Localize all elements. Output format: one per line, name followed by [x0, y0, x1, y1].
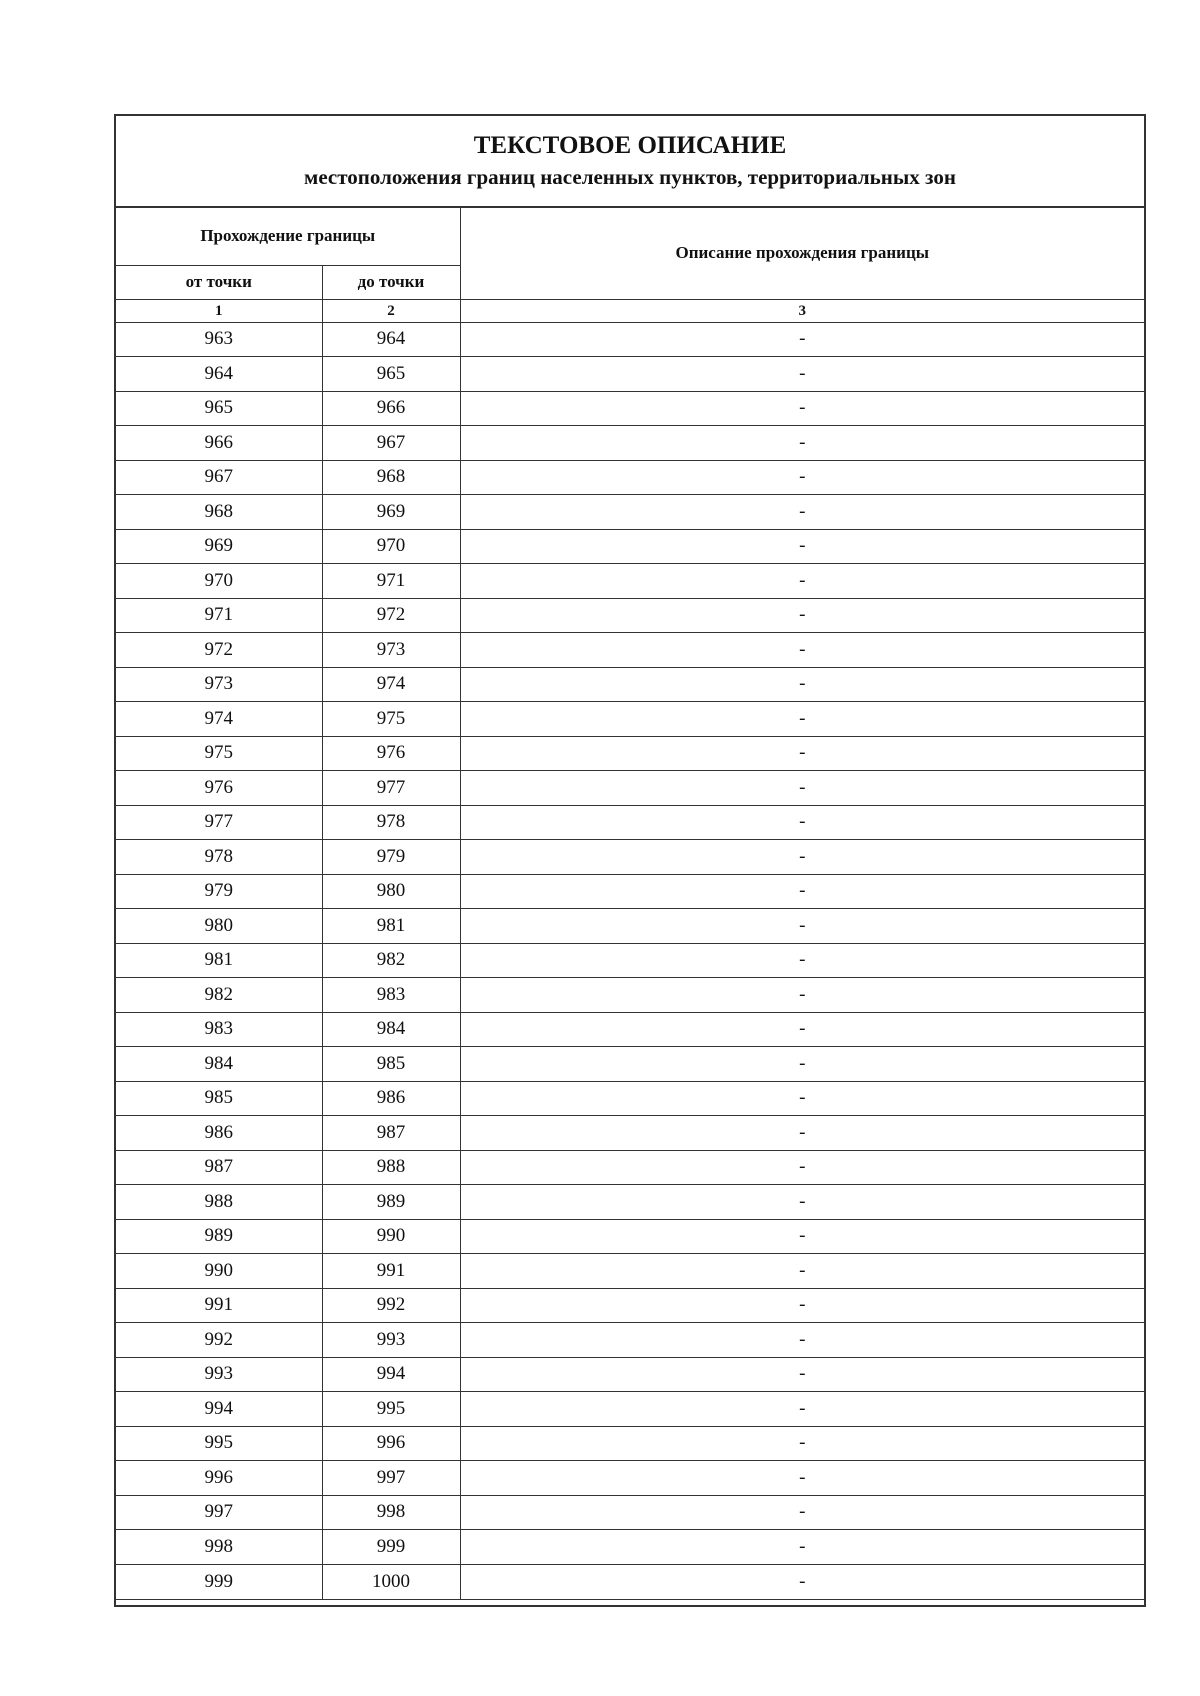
cell-from: 995 — [116, 1426, 322, 1461]
cell-description: - — [460, 1116, 1144, 1151]
cell-from: 988 — [116, 1185, 322, 1220]
cell-to: 981 — [322, 909, 460, 944]
table-row — [116, 598, 1144, 633]
cell-description: - — [460, 805, 1144, 840]
cell-description: - — [460, 322, 1144, 357]
cell-to: 985 — [322, 1047, 460, 1082]
cell-to: 971 — [322, 564, 460, 599]
cell-description: - — [460, 1426, 1144, 1461]
boundary-table — [116, 208, 1144, 1599]
cell-to: 976 — [322, 736, 460, 771]
cell-to: 984 — [322, 1012, 460, 1047]
cell-from: 985 — [116, 1081, 322, 1116]
table-row — [116, 702, 1144, 737]
cell-from: 982 — [116, 978, 322, 1013]
cell-to: 994 — [322, 1357, 460, 1392]
cell-to: 975 — [322, 702, 460, 737]
table-row — [116, 1254, 1144, 1289]
table-row — [116, 426, 1144, 461]
cell-from: 996 — [116, 1461, 322, 1496]
cell-from: 966 — [116, 426, 322, 461]
cell-from: 991 — [116, 1288, 322, 1323]
cell-description: - — [460, 1047, 1144, 1082]
table-row — [116, 736, 1144, 771]
column-number-3: 3 — [460, 299, 1144, 322]
cell-from: 969 — [116, 529, 322, 564]
cell-from: 967 — [116, 460, 322, 495]
table-row — [116, 978, 1144, 1013]
table-row — [116, 322, 1144, 357]
cell-from: 963 — [116, 322, 322, 357]
cell-description: - — [460, 736, 1144, 771]
cell-from: 977 — [116, 805, 322, 840]
cell-from: 972 — [116, 633, 322, 668]
cell-from: 970 — [116, 564, 322, 599]
cell-from: 998 — [116, 1530, 322, 1565]
table-row — [116, 357, 1144, 392]
cell-from: 990 — [116, 1254, 322, 1289]
table-row — [116, 1150, 1144, 1185]
cell-to: 980 — [322, 874, 460, 909]
table-bottom-rule — [116, 1599, 1144, 1605]
cell-to: 965 — [322, 357, 460, 392]
table-row — [116, 1116, 1144, 1151]
table-row — [116, 1530, 1144, 1565]
cell-from: 989 — [116, 1219, 322, 1254]
cell-to: 983 — [322, 978, 460, 1013]
cell-to: 987 — [322, 1116, 460, 1151]
cell-description: - — [460, 1392, 1144, 1427]
document-title-block — [116, 116, 1144, 208]
document-subtitle: местоположения границ населенных пунктов, территориальных зон — [304, 165, 956, 189]
cell-from: 980 — [116, 909, 322, 944]
table-row — [116, 1461, 1144, 1496]
cell-to: 991 — [322, 1254, 460, 1289]
cell-to: 979 — [322, 840, 460, 875]
cell-description: - — [460, 667, 1144, 702]
column-number-2: 2 — [322, 299, 460, 322]
cell-description: - — [460, 1012, 1144, 1047]
cell-to: 978 — [322, 805, 460, 840]
table-row — [116, 1323, 1144, 1358]
cell-from: 965 — [116, 391, 322, 426]
table-row — [116, 909, 1144, 944]
cell-from: 964 — [116, 357, 322, 392]
cell-description: - — [460, 978, 1144, 1013]
cell-from: 974 — [116, 702, 322, 737]
cell-description: - — [460, 1495, 1144, 1530]
cell-from: 984 — [116, 1047, 322, 1082]
cell-description: - — [460, 1461, 1144, 1496]
cell-to: 988 — [322, 1150, 460, 1185]
table-row — [116, 1288, 1144, 1323]
table-row — [116, 1357, 1144, 1392]
table-row — [116, 840, 1144, 875]
cell-description: - — [460, 840, 1144, 875]
table-row — [116, 391, 1144, 426]
cell-to: 992 — [322, 1288, 460, 1323]
cell-to: 993 — [322, 1323, 460, 1358]
header-description: Описание прохождения границы — [460, 208, 1144, 299]
cell-from: 981 — [116, 943, 322, 978]
cell-from: 999 — [116, 1564, 322, 1599]
table-row — [116, 1219, 1144, 1254]
header-boundary-passage: Прохождение границы — [116, 208, 460, 265]
table-row — [116, 495, 1144, 530]
cell-from: 973 — [116, 667, 322, 702]
cell-to: 969 — [322, 495, 460, 530]
table-row — [116, 1426, 1144, 1461]
cell-from: 971 — [116, 598, 322, 633]
cell-description: - — [460, 1254, 1144, 1289]
cell-description: - — [460, 495, 1144, 530]
table-row — [116, 771, 1144, 806]
cell-description: - — [460, 1564, 1144, 1599]
cell-from: 979 — [116, 874, 322, 909]
cell-description: - — [460, 1357, 1144, 1392]
cell-to: 972 — [322, 598, 460, 633]
cell-from: 993 — [116, 1357, 322, 1392]
header-row-group — [116, 208, 1144, 265]
cell-from: 968 — [116, 495, 322, 530]
header-from-point: от точки — [116, 265, 322, 299]
cell-description: - — [460, 391, 1144, 426]
table-row — [116, 564, 1144, 599]
cell-to: 973 — [322, 633, 460, 668]
table-row — [116, 667, 1144, 702]
table-row — [116, 1564, 1144, 1599]
cell-from: 975 — [116, 736, 322, 771]
table-body — [116, 322, 1144, 1599]
table-row — [116, 1495, 1144, 1530]
cell-description: - — [460, 426, 1144, 461]
cell-description: - — [460, 529, 1144, 564]
table-row — [116, 633, 1144, 668]
cell-description: - — [460, 909, 1144, 944]
table-row — [116, 1185, 1144, 1220]
table-row — [116, 1047, 1144, 1082]
cell-description: - — [460, 357, 1144, 392]
cell-to: 997 — [322, 1461, 460, 1496]
cell-from: 992 — [116, 1323, 322, 1358]
cell-from: 986 — [116, 1116, 322, 1151]
cell-description: - — [460, 702, 1144, 737]
cell-description: - — [460, 1288, 1144, 1323]
cell-to: 986 — [322, 1081, 460, 1116]
cell-from: 994 — [116, 1392, 322, 1427]
cell-from: 978 — [116, 840, 322, 875]
table-row — [116, 805, 1144, 840]
cell-description: - — [460, 943, 1144, 978]
cell-to: 970 — [322, 529, 460, 564]
document-title: ТЕКСТОВОЕ ОПИСАНИЕ — [473, 132, 787, 159]
table-row — [116, 1081, 1144, 1116]
document-frame — [114, 114, 1146, 1607]
cell-to: 996 — [322, 1426, 460, 1461]
cell-to: 974 — [322, 667, 460, 702]
cell-description: - — [460, 598, 1144, 633]
cell-to: 995 — [322, 1392, 460, 1427]
cell-from: 976 — [116, 771, 322, 806]
cell-description: - — [460, 1150, 1144, 1185]
cell-to: 1000 — [322, 1564, 460, 1599]
header-row-numbers — [116, 299, 1144, 322]
cell-to: 990 — [322, 1219, 460, 1254]
cell-from: 987 — [116, 1150, 322, 1185]
cell-to: 982 — [322, 943, 460, 978]
cell-to: 977 — [322, 771, 460, 806]
cell-description: - — [460, 633, 1144, 668]
column-number-1: 1 — [116, 299, 322, 322]
cell-description: - — [460, 771, 1144, 806]
cell-description: - — [460, 1185, 1144, 1220]
cell-description: - — [460, 564, 1144, 599]
cell-description: - — [460, 1081, 1144, 1116]
table-row — [116, 460, 1144, 495]
cell-description: - — [460, 1219, 1144, 1254]
table-row — [116, 1392, 1144, 1427]
cell-to: 967 — [322, 426, 460, 461]
cell-description: - — [460, 874, 1144, 909]
cell-to: 964 — [322, 322, 460, 357]
cell-to: 998 — [322, 1495, 460, 1530]
table-row — [116, 943, 1144, 978]
table-row — [116, 529, 1144, 564]
table-row — [116, 874, 1144, 909]
cell-to: 966 — [322, 391, 460, 426]
cell-description: - — [460, 1530, 1144, 1565]
header-to-point: до точки — [322, 265, 460, 299]
cell-to: 999 — [322, 1530, 460, 1565]
cell-to: 968 — [322, 460, 460, 495]
table-row — [116, 1012, 1144, 1047]
cell-description: - — [460, 460, 1144, 495]
cell-from: 997 — [116, 1495, 322, 1530]
cell-to: 989 — [322, 1185, 460, 1220]
cell-description: - — [460, 1323, 1144, 1358]
cell-from: 983 — [116, 1012, 322, 1047]
